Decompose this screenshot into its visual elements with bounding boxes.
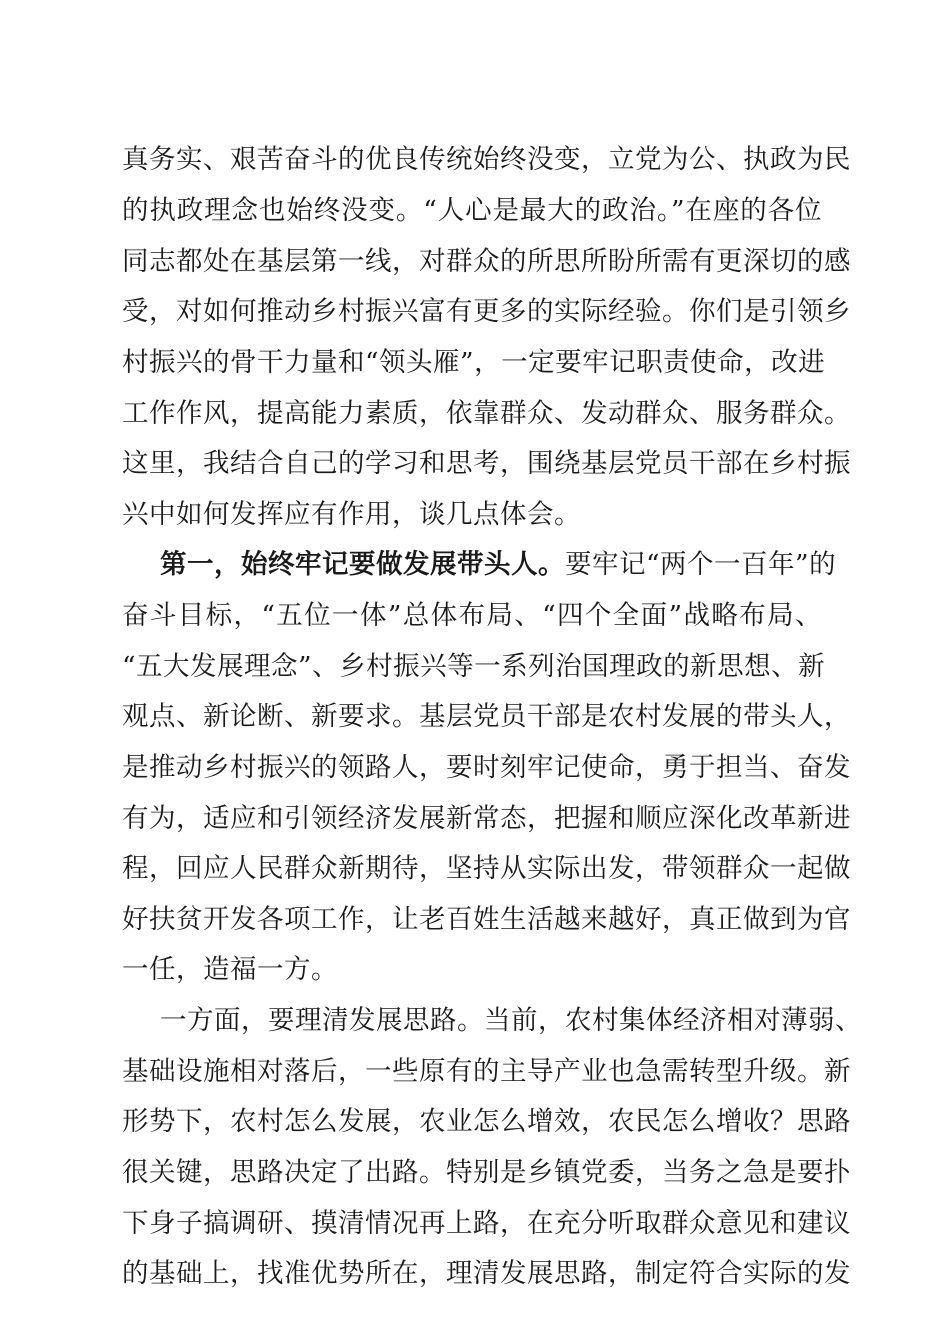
paragraph-line: 有为，适应和引领经济发展新常态，把握和顺应深化改革新进 bbox=[122, 803, 851, 834]
paragraph-line: 受，对如何推动乡村振兴富有更多的实际经验。你们是引领乡 bbox=[122, 296, 851, 327]
paragraph-line: 的执政理念也始终没变。“人心是最大的政治。”在座的各位 bbox=[122, 195, 822, 226]
paragraph-line: 村振兴的骨干力量和“领头雁”，一定要牢记职责使命，改进 bbox=[122, 347, 826, 378]
paragraph-line: 工作作风，提高能力素质，依靠群众、发动群众、服务群众。 bbox=[122, 398, 851, 429]
section-heading: 第一，始终牢记要做发展带头人。 bbox=[160, 549, 565, 580]
paragraph-line: “五大发展理念”、乡村振兴等一系列治国理政的新思想、新 bbox=[122, 651, 826, 682]
paragraph-line: 兴中如何发挥应有作用，谈几点体会。 bbox=[122, 499, 581, 530]
paragraph-line: 程，回应人民群众新期待，坚持从实际出发，带领群众一起做 bbox=[122, 853, 851, 884]
paragraph-line: 形势下，农村怎么发展，农业怎么增效，农民怎么增收？思路 bbox=[122, 1106, 851, 1137]
paragraph-line: 奋斗目标，“五位一体”总体布局、“四个全面”战略布局、 bbox=[122, 600, 822, 631]
paragraph-line: 这里，我结合自己的学习和思考，围绕基层党员干部在乡村振 bbox=[122, 448, 851, 479]
section-heading-line bbox=[160, 543, 837, 587]
paragraph-line: 是推动乡村振兴的领路人，要时刻牢记使命，勇于担当、奋发 bbox=[122, 752, 851, 783]
paragraph-line: 一任，造福一方。 bbox=[122, 954, 338, 985]
paragraph-line: 观点、新论断、新要求。基层党员干部是农村发展的带头人， bbox=[122, 701, 851, 732]
paragraph-line: 同志都处在基层第一线，对群众的所思所盼所需有更深切的感 bbox=[122, 246, 851, 277]
paragraph-line: 真务实、艰苦奋斗的优良传统始终没变，立党为公、执政为民 bbox=[122, 144, 851, 175]
paragraph-line: 基础设施相对落后，一些原有的主导产业也急需转型升级。新 bbox=[122, 1056, 851, 1087]
section-heading-continuation: 要牢记“两个一百年”的 bbox=[565, 549, 837, 580]
paragraph-line: 很关键，思路决定了出路。特别是乡镇党委，当务之急是要扑 bbox=[122, 1157, 851, 1188]
paragraph-line: 好扶贫开发各项工作，让老百姓生活越来越好，真正做到为官 bbox=[122, 904, 851, 935]
paragraph-line: 的基础上，找准优势所在，理清发展思路，制定符合实际的发 bbox=[122, 1258, 851, 1289]
paragraph-line: 下身子搞调研、摸清情况再上路，在充分听取群众意见和建议 bbox=[122, 1208, 851, 1239]
paragraph-line: 一方面，要理清发展思路。当前，农村集体经济相对薄弱、 bbox=[160, 1005, 862, 1036]
